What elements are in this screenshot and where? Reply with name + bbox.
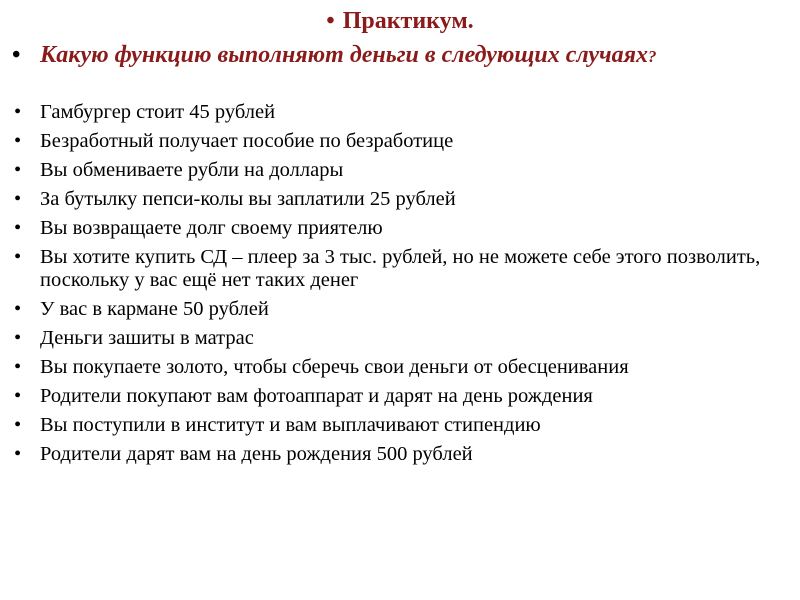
list-item-text: Безработный получает пособие по безработице — [40, 130, 454, 152]
bullet-icon: • — [14, 327, 22, 349]
list-item — [14, 385, 790, 408]
question-text: Какую функцию выполняют деньги в следующих случаях — [40, 42, 649, 68]
list-item — [14, 298, 790, 321]
list-item-text: Родители дарят вам на день рождения 500 рублей — [40, 443, 473, 465]
list-item — [14, 414, 790, 437]
list-item-text: Гамбургер стоит 45 рублей — [40, 101, 276, 123]
list-item — [14, 188, 790, 211]
bullet-icon: • — [14, 101, 22, 123]
list-item-text: Родители покупают вам фотоаппарат и дарят на день рождения — [40, 385, 593, 407]
bullet-icon: • — [14, 246, 22, 268]
list-item — [14, 327, 790, 350]
list-item-text: За бутылку пепси-колы вы заплатили 25 рублей — [40, 188, 456, 210]
list-item — [14, 246, 790, 292]
list-item-text: У вас в кармане 50 рублей — [40, 298, 269, 320]
list-item-text: Вы поступили в институт и вам выплачивают стипендию — [40, 414, 541, 436]
list-item-text: Вы покупаете золото, чтобы сберечь свои деньги от обесценивания — [40, 356, 629, 378]
bullet-icon: • — [14, 130, 22, 152]
list-item — [14, 101, 790, 124]
list-item — [14, 356, 790, 379]
list-item — [14, 159, 790, 182]
bullet-icon: • — [14, 298, 22, 320]
list-item-text: Деньги зашиты в матрас — [40, 327, 254, 349]
bullet-icon: • — [12, 42, 21, 68]
question-mark: ? — [648, 47, 657, 66]
bullet-icon: • — [14, 217, 22, 239]
bullet-icon: • — [14, 385, 22, 407]
bullet-icon: • — [14, 443, 22, 465]
situation-list — [14, 101, 790, 472]
question-heading — [12, 40, 780, 72]
slide-title: Практикум. — [342, 8, 474, 34]
bullet-icon: • — [14, 414, 22, 436]
list-item-text: Вы обмениваете рубли на доллары — [40, 159, 344, 181]
list-item-text: Вы возвращаете долг своему приятелю — [40, 217, 383, 239]
list-item — [14, 217, 790, 240]
list-item — [14, 443, 790, 466]
bullet-icon: • — [326, 8, 335, 34]
list-item — [14, 130, 790, 153]
bullet-icon: • — [14, 356, 22, 378]
bullet-icon: • — [14, 188, 22, 210]
list-item-text: Вы хотите купить СД – плеер за 3 тыс. рублей, но не можете себе этого позволить, поскольку у вас ещё нет таких денег — [40, 246, 761, 291]
bullet-icon: • — [14, 159, 22, 181]
slide-title-row — [0, 6, 800, 36]
